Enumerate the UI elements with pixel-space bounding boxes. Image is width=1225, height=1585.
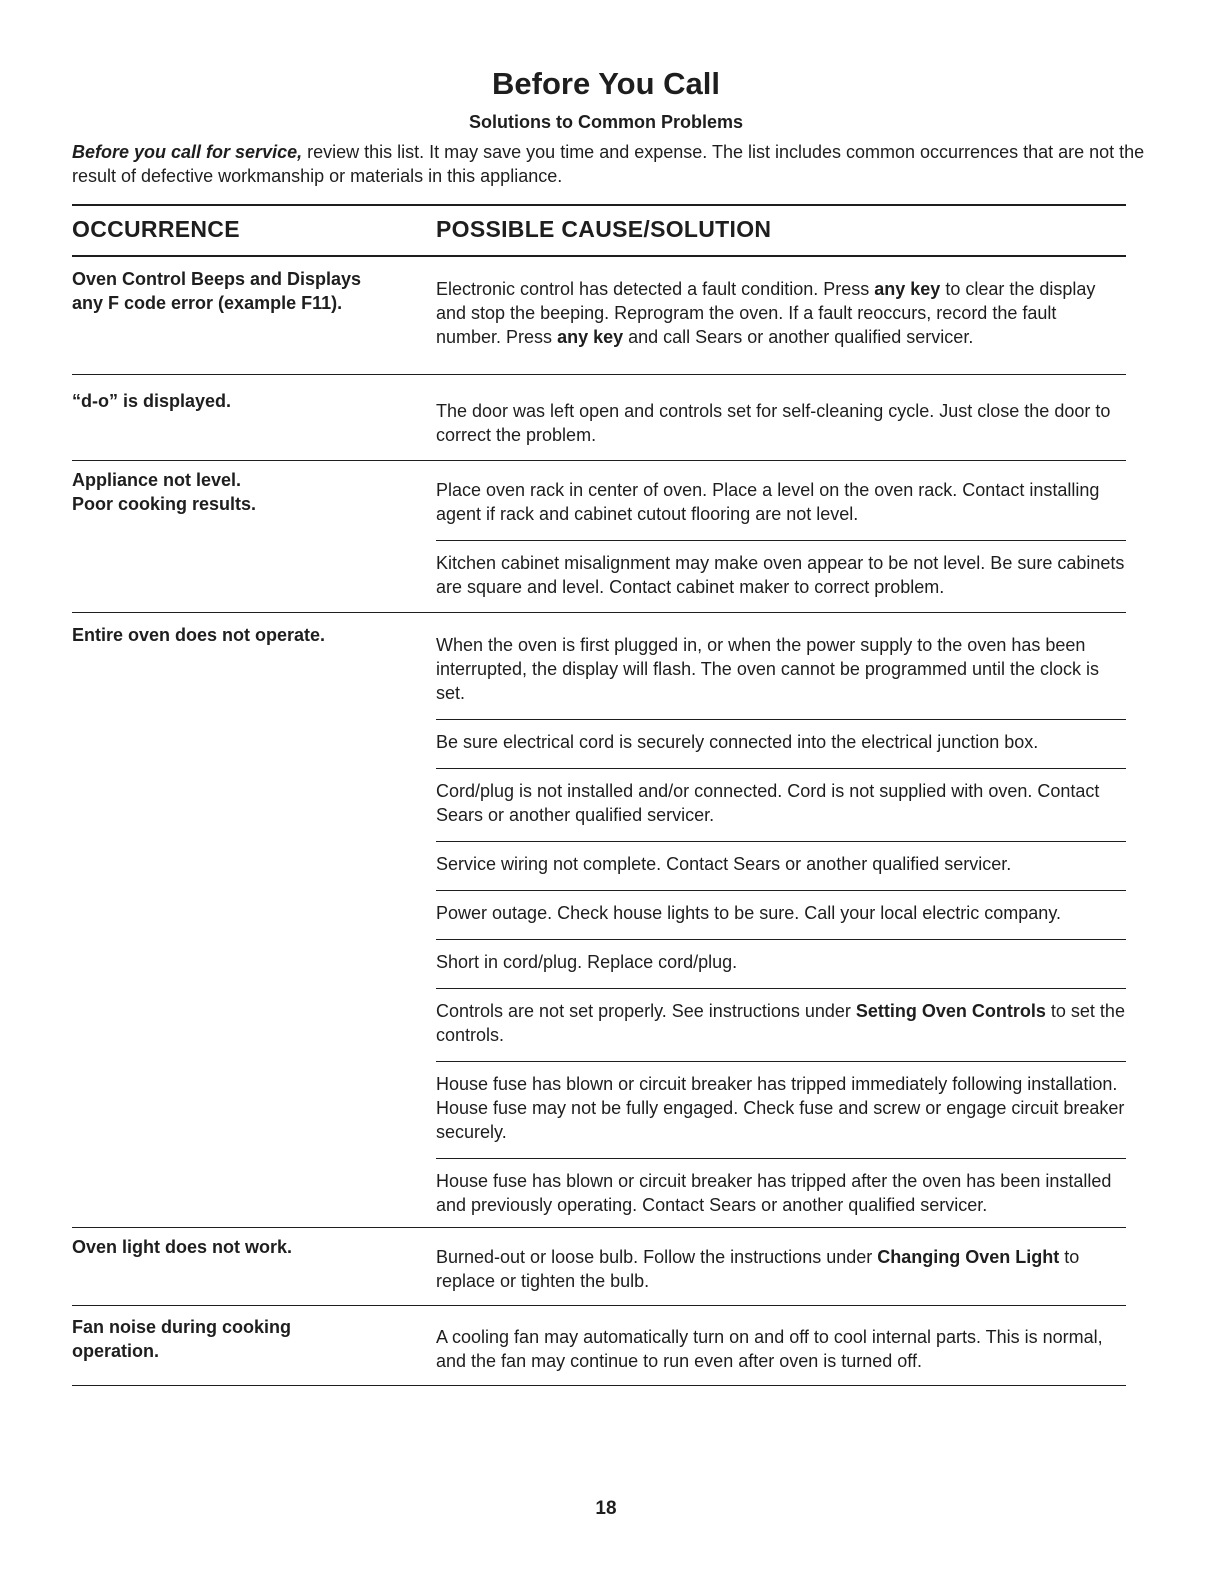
solution-emphasis: any key: [874, 279, 941, 299]
solution-text: Power outage. Check house lights to be sure. Call your local electric company.: [436, 903, 1061, 923]
column-header-solution: POSSIBLE CAUSE/SOLUTION: [436, 216, 772, 242]
solution-paragraph: [436, 890, 1126, 925]
solution-cell: [436, 1315, 1126, 1373]
solution-cell: [436, 623, 1126, 1217]
solution-paragraph: [436, 540, 1126, 599]
solution-paragraph: [436, 468, 1126, 526]
intro-text: review this list. It may save you time and expense. The list includes common occurrences that are not the result of defective workmanship or materials in this appliance.: [72, 142, 1145, 186]
solution-text: and call Sears or another qualified servicer.: [623, 327, 974, 347]
occurrence-line: Oven Control Beeps and Displays: [72, 269, 362, 289]
solution-paragraph: [436, 1158, 1126, 1217]
occurrence-cell: [72, 389, 412, 413]
occurrence-line: Oven light does not work.: [72, 1237, 293, 1257]
solution-text: House fuse has blown or circuit breaker has tripped after the oven has been installed and previously operating. Contact Sears or another qualified servicer.: [436, 1171, 1112, 1215]
solution-text: to set the controls.: [436, 1001, 1125, 1045]
column-header-occurrence: OCCURRENCE: [72, 216, 240, 242]
solution-text: Cord/plug is not installed and/or connected. Cord is not supplied with oven. Contact Sears or another qualified servicer.: [436, 781, 1100, 825]
solution-paragraph: [436, 768, 1126, 827]
occurrence-line: Entire oven does not operate.: [72, 625, 326, 645]
solution-text: to replace or tighten the bulb.: [436, 1247, 1080, 1291]
solution-paragraph: [436, 623, 1126, 705]
table-header: [72, 204, 1126, 257]
occurrence-line: “d-o” is displayed.: [72, 391, 232, 411]
solution-cell: [436, 1235, 1126, 1293]
solution-paragraph: [436, 1235, 1126, 1293]
solution-text: Burned-out or loose bulb. Follow the instructions under: [436, 1247, 878, 1267]
solution-paragraph: [436, 988, 1126, 1047]
solution-text: When the oven is first plugged in, or when the power supply to the oven has been interrupted, the display will flash. The oven cannot be programmed until the clock is set.: [436, 635, 1100, 703]
solution-paragraph: [436, 1315, 1126, 1373]
solution-emphasis: Setting Oven Controls: [855, 1001, 1046, 1021]
solution-paragraph: [436, 841, 1126, 876]
solution-text: Short in cord/plug. Replace cord/plug.: [436, 952, 738, 972]
solution-text: House fuse has blown or circuit breaker has tripped immediately following installation. House fuse may not be fully engaged. Check fuse and screw or engage circuit breaker securely.: [436, 1074, 1125, 1142]
solution-text: The door was left open and controls set for self-cleaning cycle. Just close the door to correct the problem.: [436, 401, 1111, 445]
table-row: [72, 257, 1126, 375]
solution-text: Kitchen cabinet misalignment may make oven appear to be not level. Be sure cabinets are square and level. Contact cabinet maker to correct problem.: [436, 553, 1125, 597]
solution-paragraph: [436, 389, 1126, 447]
occurrence-cell: [72, 1235, 412, 1259]
table-row: [72, 461, 1126, 613]
table-body: [72, 257, 1126, 1386]
solution-text: Be sure electrical cord is securely connected into the electrical junction box.: [436, 732, 1039, 752]
occurrence-line: Appliance not level.: [72, 470, 242, 490]
solution-text: Controls are not set properly. See instructions under: [436, 1001, 856, 1021]
solution-paragraph: [436, 939, 1126, 974]
solution-paragraph: [436, 267, 1126, 349]
occurrence-line: Fan noise during cooking: [72, 1317, 292, 1337]
solution-cell: [436, 468, 1126, 599]
occurrence-line: any F code error (example F11).: [72, 293, 343, 313]
solution-text: Service wiring not complete. Contact Sears or another qualified servicer.: [436, 854, 1012, 874]
solution-paragraph: [436, 719, 1126, 754]
solution-cell: [436, 267, 1126, 349]
intro-paragraph: [72, 140, 1152, 188]
solution-text: A cooling fan may automatically turn on and off to cool internal parts. This is normal, and the fan may continue to run even after oven is turned off.: [436, 1327, 1103, 1371]
solution-paragraph: [436, 1061, 1126, 1144]
troubleshooting-table: [72, 204, 1126, 1386]
table-row: [72, 375, 1126, 461]
occurrence-cell: [72, 1315, 412, 1363]
page-subtitle: Solutions to Common Problems: [468, 112, 743, 132]
table-row: [72, 613, 1126, 1228]
solution-text: Place oven rack in center of oven. Place a level on the oven rack. Contact installing agent if rack and cabinet cutout flooring are not level.: [436, 480, 1100, 524]
solution-emphasis: any key: [557, 327, 624, 347]
intro-lead: Before you call for service,: [72, 142, 303, 162]
occurrence-cell: [72, 623, 412, 647]
solution-cell: [436, 389, 1126, 447]
occurrence-cell: [72, 267, 412, 315]
solution-text: to clear the display and stop the beeping. Reprogram the oven. If a fault reoccurs, record the fault number. Press: [436, 279, 1096, 347]
solution-emphasis: Changing Oven Light: [877, 1247, 1060, 1267]
page-number: 18: [595, 1498, 617, 1519]
page-title: Before You Call: [492, 66, 720, 101]
solution-text: Electronic control has detected a fault condition. Press: [436, 279, 875, 299]
table-row: [72, 1228, 1126, 1306]
occurrence-line: operation.: [72, 1341, 160, 1361]
occurrence-cell: [72, 468, 412, 516]
occurrence-line: Poor cooking results.: [72, 494, 257, 514]
table-row: [72, 1306, 1126, 1386]
